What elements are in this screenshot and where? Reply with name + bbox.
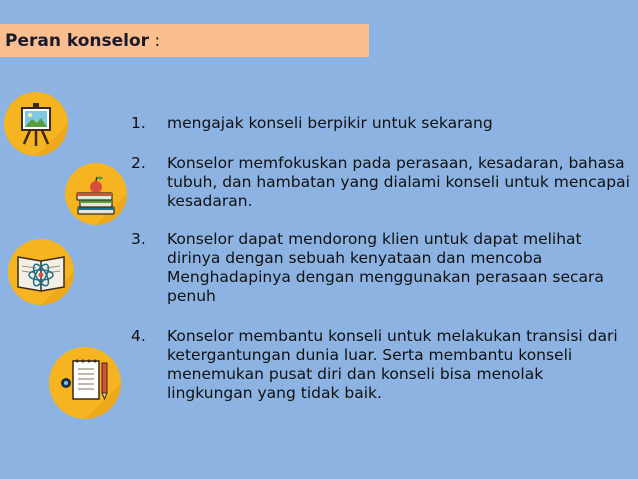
item-number: 1. — [131, 114, 146, 132]
list-item — [131, 114, 631, 133]
slide-title: Peran konselor — [5, 30, 150, 51]
list-item — [131, 154, 631, 211]
list-item — [131, 230, 631, 306]
notepad-pencil-icon — [49, 347, 121, 419]
item-text: Konselor membantu konseli untuk melakukan transisi dari ketergantungan dunia luar. Serta membantu konseli menemukan pusat diri dan konseli bisa menolak lingkungan yang tidak baik. — [167, 327, 618, 402]
item-text: Konselor memfokuskan pada perasaan, kesadaran, bahasa tubuh, dan hambatan yang dialami konseli untuk mencapai kesadaran. — [167, 154, 630, 210]
science-book-icon — [8, 239, 74, 305]
item-text: mengajak konseli berpikir untuk sekarang — [167, 114, 493, 132]
easel-painting-icon — [4, 92, 68, 156]
list-item — [131, 327, 631, 403]
item-text: Konselor dapat mendorong klien untuk dapat melihat dirinya dengan sebuah kenyataan dan mencoba Menghadapinya dengan menggunakan perasaan secara penuh — [167, 230, 604, 305]
role-list — [131, 114, 631, 403]
item-number: 2. — [131, 154, 146, 172]
title-bar — [0, 24, 369, 57]
item-number: 4. — [131, 327, 146, 345]
title-suffix: : — [149, 30, 161, 51]
books-apple-icon — [65, 163, 127, 225]
item-number: 3. — [131, 230, 146, 248]
